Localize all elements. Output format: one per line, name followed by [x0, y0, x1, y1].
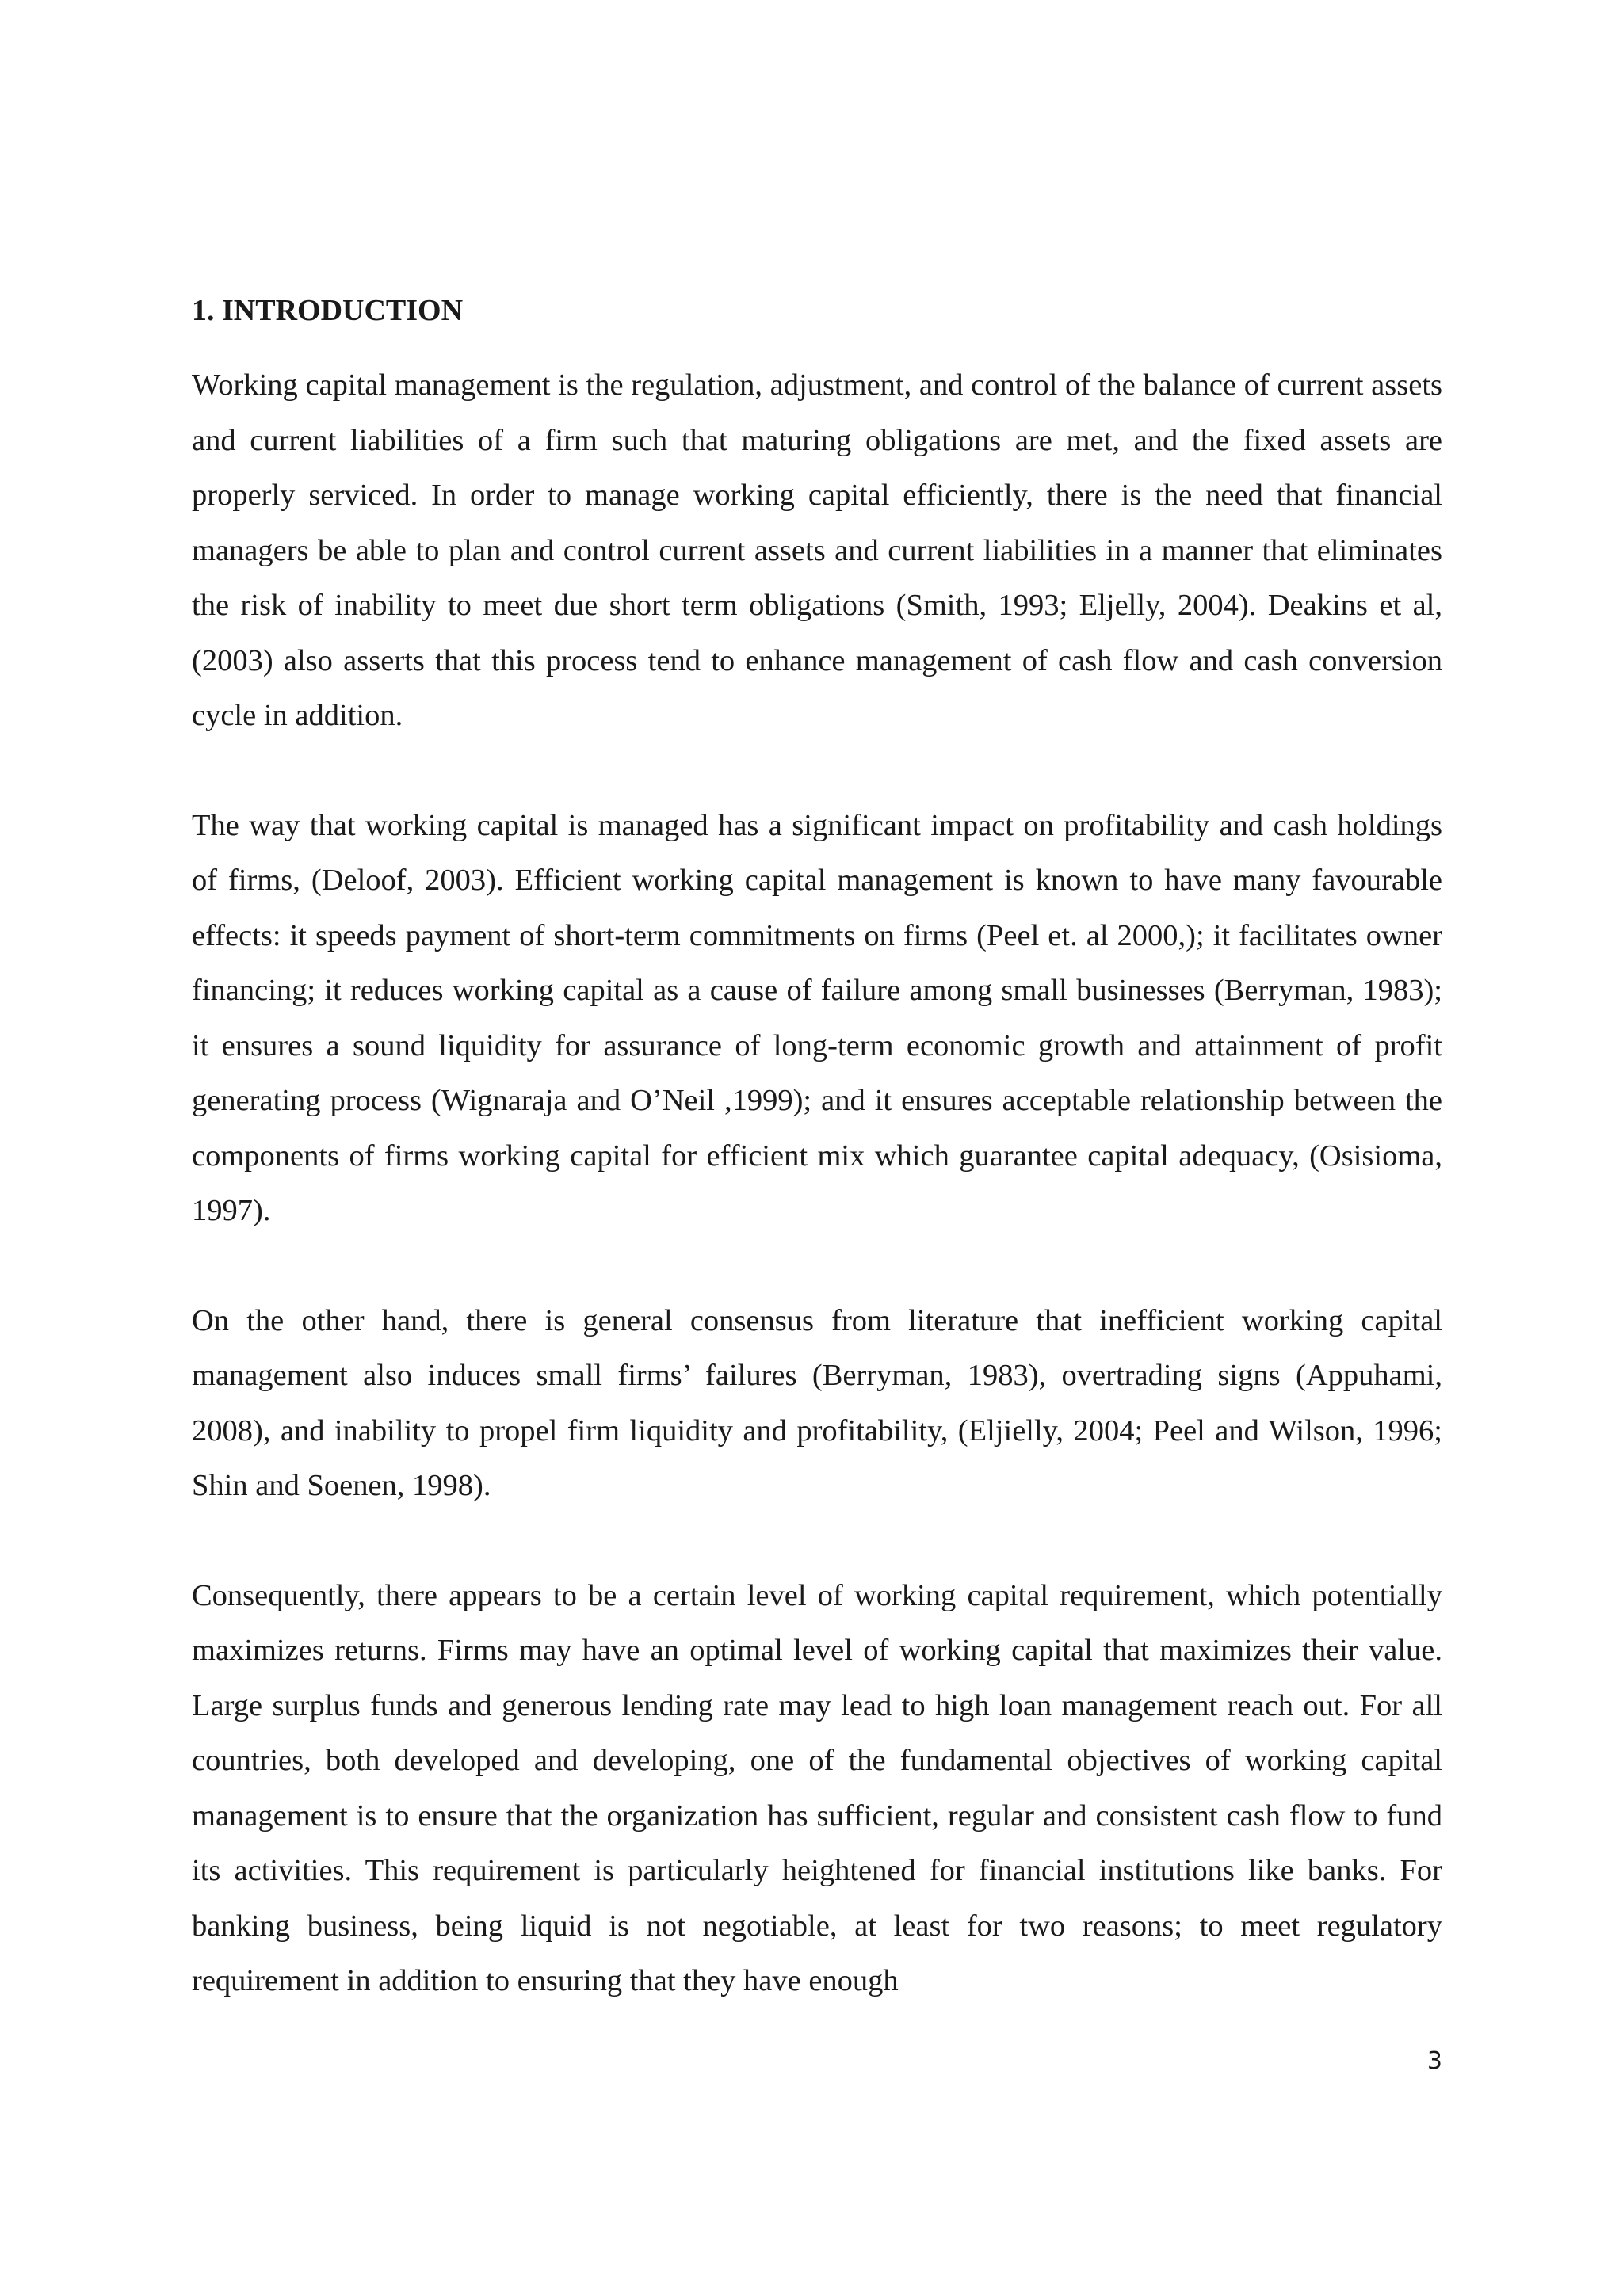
- page-content: [192, 287, 1442, 2009]
- paragraph-3: On the other hand, there is general consensus from literature that inefficient working capital management also induces small firms’ failures (Berryman, 1983), overtrading signs (Appuhami, 2008), and inability to propel firm liquidity and profitability, (Eljielly, 2004; Peel and Wilson, 1996; Shin and Soenen, 1998).: [192, 1303, 1442, 1502]
- paragraph-2: The way that working capital is managed has a significant impact on profitability and cash holdings of firms, (Deloof, 2003). Efficient working capital management is known to have many favourable effects: it speeds payment of short-term commitments on firms (Peel et. al 2000,); it facilitates owner financing; it reduces working capital as a cause of failure among small businesses (Berryman, 1983); it ensures a sound liquidity for assurance of long-term economic growth and attainment of profit generating process (Wignaraja and O’Neil ,1999); and it ensures acceptable relationship between the components of firms working capital for efficient mix which guarantee capital adequacy, (Osisioma, 1997).: [192, 808, 1442, 1227]
- section-heading: 1. INTRODUCTION: [192, 294, 464, 327]
- page-number: 3: [1426, 2047, 1442, 2075]
- paragraph-4: Consequently, there appears to be a certain level of working capital requirement, which potentially maximizes returns. Firms may have an optimal level of working capital that maximizes their value. Large surplus funds and generous lending rate may lead to high loan management reach out. For all countries, both developed and developing, one of the fundamental objectives of working capital management is to ensure that the organization has sufficient, regular and consistent cash flow to fund its activities. This requirement is particularly heightened for financial institutions like banks. For banking business, being liquid is not negotiable, at least for two reasons; to meet regulatory requirement in addition to ensuring that they have enough: [192, 1578, 1442, 1997]
- paragraph-1: Working capital management is the regulation, adjustment, and control of the balance of current assets and current liabilities of a firm such that maturing obligations are met, and the fixed assets are properly serviced. In order to manage working capital efficiently, there is the need that financial managers be able to plan and control current assets and current liabilities in a manner that eliminates the risk of inability to meet due short term obligations (Smith, 1993; Eljelly, 2004). Deakins et al, (2003) also asserts that this process tend to enhance management of cash flow and cash conversion cycle in addition.: [192, 368, 1442, 732]
